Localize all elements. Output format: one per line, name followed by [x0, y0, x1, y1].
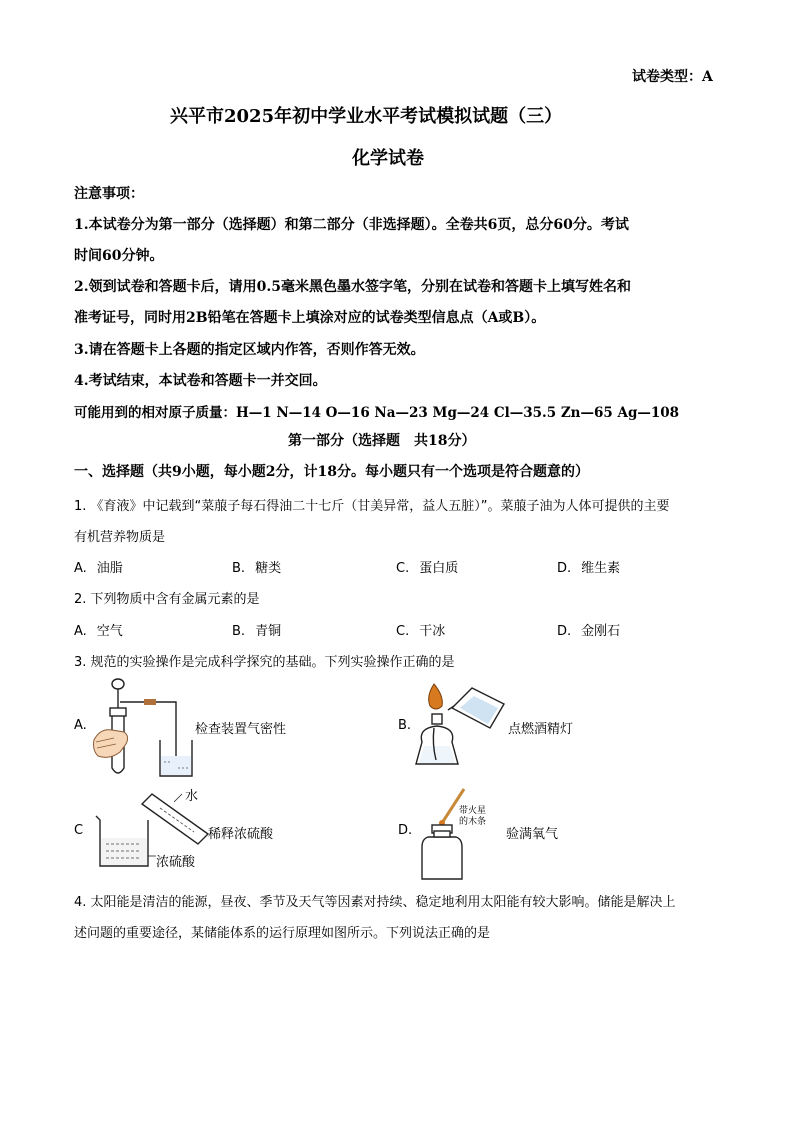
paper-type: 试卷类型：A — [632, 69, 713, 85]
page-title: 兴平市2025年初中学业水平考试模拟试题（三） — [170, 106, 563, 127]
q3-option-d-text: 验满氧气 — [506, 827, 559, 842]
notes-heading: 注意事项： — [74, 186, 144, 202]
conc-acid-label: 浓硫酸 — [156, 855, 196, 870]
q3-option-c-letter[interactable]: C — [74, 823, 84, 838]
atomic-masses: 可能用到的相对原子质量：H—1 N—14 O—16 Na—23 Mg—24 Cl—35.5 Zn—65 Ag—108 — [74, 405, 680, 421]
q2-option-d[interactable]: D. 金刚石 — [557, 624, 621, 639]
question-2-text: 2. 下列物质中含有金属元素的是 — [74, 592, 260, 607]
q2-option-a[interactable]: A. 空气 — [74, 624, 123, 639]
glowing-stick-label: 带火星 的木条 — [459, 806, 487, 827]
question-3-text: 3. 规范的实验操作是完成科学探究的基础。下列实验操作正确的是 — [74, 655, 455, 670]
water-label: 水 — [185, 789, 199, 804]
question-1-text: 有机营养物质是 — [74, 530, 166, 545]
q1-option-c[interactable]: C. 蛋白质 — [396, 561, 459, 576]
section-heading: 一、选择题（共9小题，每小题2分，计18分。每小题只有一个选项是符合题意的） — [74, 464, 589, 480]
note-line: 1.本试卷分为第一部分（选择题）和第二部分（非选择题）。全卷共6页，总分60分。考试 — [74, 217, 629, 233]
oxygen-full-test-diagram — [414, 783, 476, 883]
note-line: 3.请在答题卡上各题的指定区域内作答，否则作答无效。 — [74, 342, 425, 358]
note-line: 2.领到试卷和答题卡后，请用0.5毫米黑色墨水签字笔，分别在试卷和答题卡上填写姓名和 — [74, 279, 631, 295]
q3-option-b-text: 点燃酒精灯 — [508, 722, 574, 737]
q3-option-c-text: 稀释浓硫酸 — [208, 827, 274, 842]
q3-option-a-text: 检查装置气密性 — [195, 722, 287, 737]
airtightness-check-diagram — [90, 672, 200, 784]
q2-option-b[interactable]: B. 青铜 — [232, 624, 282, 639]
q3-option-a-letter[interactable]: A. — [74, 718, 87, 733]
note-line: 时间60分钟。 — [74, 248, 164, 264]
q2-option-c[interactable]: C. 干冰 — [396, 624, 446, 639]
q1-option-b[interactable]: B. 糖类 — [232, 561, 282, 576]
subject-title: 化学试卷 — [352, 148, 424, 169]
question-4-text: 4. 太阳能是清洁的能源，昼夜、季节及天气等因素对持续、稳定地利用太阳能有较大影响。储能是解决上 — [74, 895, 676, 910]
note-line: 4.考试结束，本试卷和答题卡一并交回。 — [74, 373, 327, 389]
q3-option-d-letter[interactable]: D. — [398, 823, 413, 838]
lighting-alcohol-lamp-diagram — [412, 680, 512, 778]
q1-option-d[interactable]: D. 维生素 — [557, 561, 621, 576]
part-heading: 第一部分（选择题 共18分） — [288, 433, 476, 449]
q1-option-a[interactable]: A. 油脂 — [74, 561, 123, 576]
note-line: 准考证号，同时用2B铅笔在答题卡上填涂对应的试卷类型信息点（A或B）。 — [74, 310, 546, 326]
q3-option-b-letter[interactable]: B. — [398, 718, 412, 733]
question-4-text: 述问题的重要途径，某储能体系的运行原理如图所示。下列说法正确的是 — [74, 926, 491, 941]
question-1-text: 1. 《育液》中记载到“菜菔子每石得油二十七斤（甘美异常，益人五脏）”。菜菔子油为人体可提供的主要 — [74, 499, 670, 514]
